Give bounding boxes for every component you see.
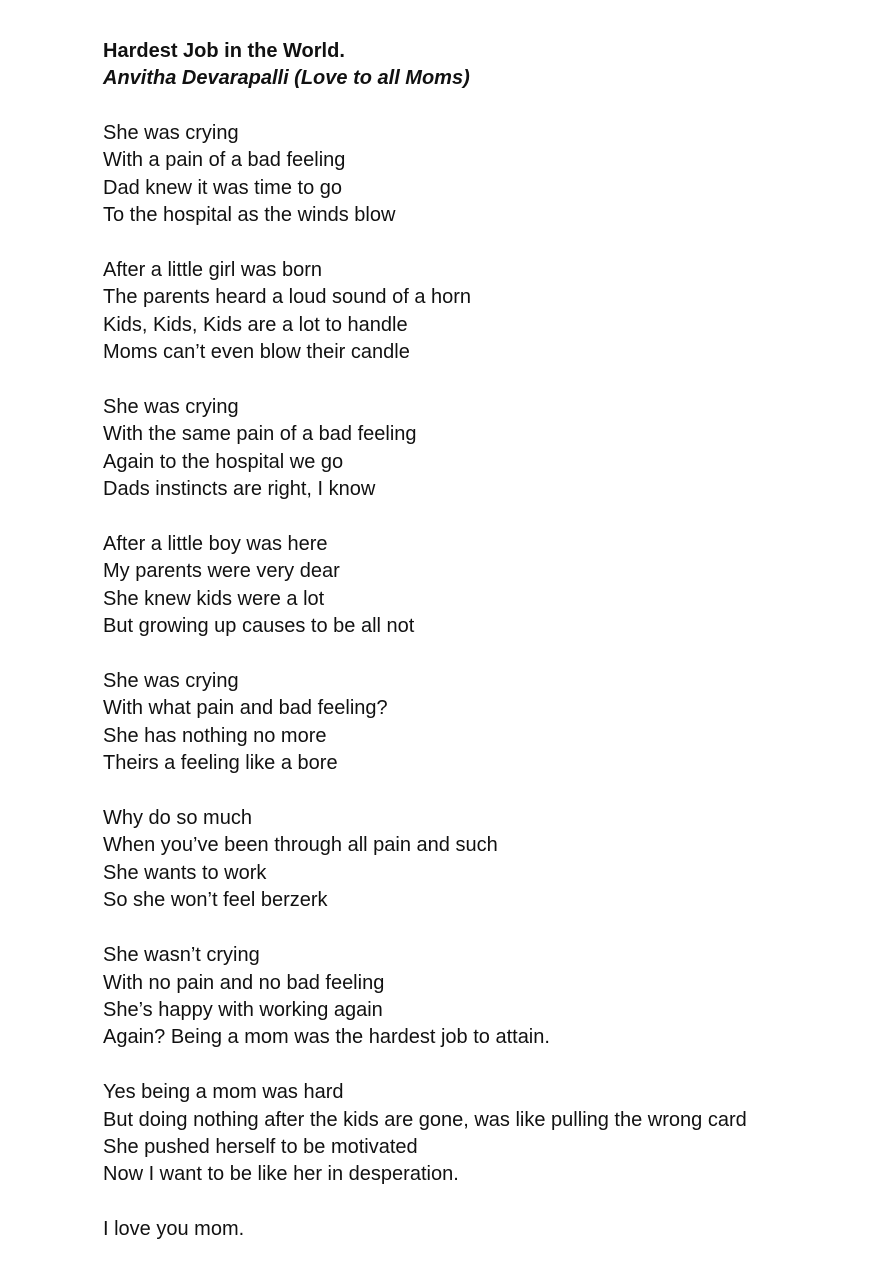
poem-line: She wasn’t crying xyxy=(103,944,260,967)
poem-line: She was crying xyxy=(103,670,239,693)
poem-author-dedication: Anvitha Devarapalli (Love to all Moms) xyxy=(103,67,470,89)
stanza xyxy=(103,668,843,778)
poem-body xyxy=(103,120,843,1244)
poem-line: But doing nothing after the kids are gone, was like pulling the wrong card xyxy=(103,1108,747,1131)
stanza xyxy=(103,394,843,504)
poem-line: Theirs a feeling like a bore xyxy=(103,752,338,775)
poem-line: The parents heard a loud sound of a horn xyxy=(103,286,472,309)
poem-line: She’s happy with working again xyxy=(103,998,383,1021)
poem-line: With a pain of a bad feeling xyxy=(103,149,346,172)
stanza xyxy=(103,120,843,230)
document-page xyxy=(103,38,843,1244)
poem-line: Moms can’t even blow their candle xyxy=(103,341,410,364)
stanza xyxy=(103,531,843,641)
poem-line: She has nothing no more xyxy=(103,724,327,747)
poem-line: She was crying xyxy=(103,396,239,419)
poem-line: Kids, Kids, Kids are a lot to handle xyxy=(103,313,408,336)
poem-line: Again? Being a mom was the hardest job to attain. xyxy=(103,1026,550,1049)
poem-line: Again to the hospital we go xyxy=(103,450,344,473)
poem-line: With the same pain of a bad feeling xyxy=(103,423,417,446)
closing-line: I love you mom. xyxy=(103,1218,245,1241)
poem-line: She wants to work xyxy=(103,861,267,884)
poem-line: My parents were very dear xyxy=(103,560,340,583)
poem-line: Dads instincts are right, I know xyxy=(103,478,376,501)
poem-line: With what pain and bad feeling? xyxy=(103,697,388,720)
poem-line: Why do so much xyxy=(103,807,252,830)
poem-line: So she won’t feel berzerk xyxy=(103,889,328,912)
stanza xyxy=(103,805,843,915)
poem-line: To the hospital as the winds blow xyxy=(103,204,396,227)
poem-line: She knew kids were a lot xyxy=(103,587,325,610)
poem-line: Dad knew it was time to go xyxy=(103,176,342,199)
poem-line: When you’ve been through all pain and such xyxy=(103,834,498,857)
stanza xyxy=(103,942,843,1052)
stanza xyxy=(103,257,843,367)
poem-line: After a little girl was born xyxy=(103,259,322,282)
poem-line: But growing up causes to be all not xyxy=(103,615,415,638)
poem-line: She pushed herself to be motivated xyxy=(103,1135,418,1158)
poem-line: After a little boy was here xyxy=(103,533,328,556)
poem-line: With no pain and no bad feeling xyxy=(103,971,385,994)
poem-line: She was crying xyxy=(103,122,239,144)
stanza xyxy=(103,1079,843,1189)
poem-title: Hardest Job in the World. xyxy=(103,40,345,62)
poem-line: Now I want to be like her in desperation. xyxy=(103,1163,459,1186)
poem-line: Yes being a mom was hard xyxy=(103,1081,344,1104)
